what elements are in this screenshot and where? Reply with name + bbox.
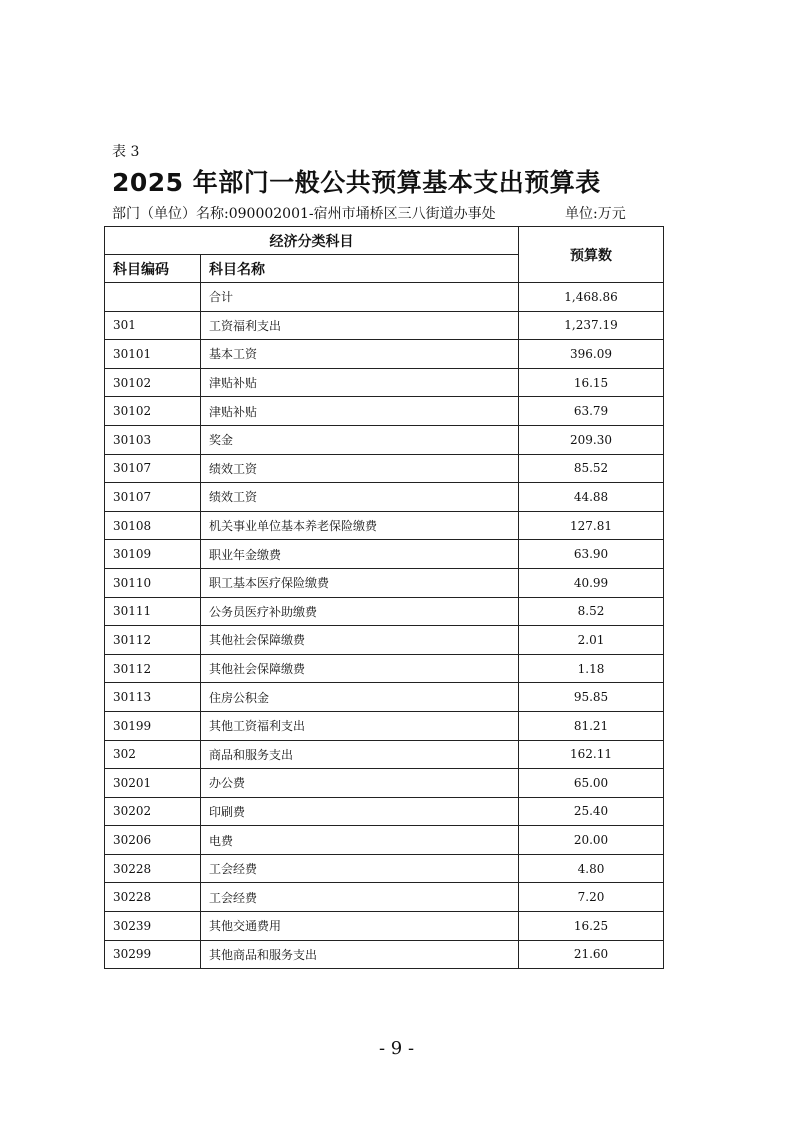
cell-subject-code: 30107 bbox=[105, 454, 201, 483]
cell-subject-name: 津贴补贴 bbox=[201, 397, 519, 426]
cell-budget-amount: 1,468.86 bbox=[519, 283, 664, 312]
cell-budget-amount: 21.60 bbox=[519, 940, 664, 969]
page-number: - 9 - bbox=[378, 1038, 415, 1059]
cell-subject-code bbox=[105, 283, 201, 312]
cell-subject-code: 30103 bbox=[105, 425, 201, 454]
table-row bbox=[105, 740, 664, 769]
cell-budget-amount: 4.80 bbox=[519, 854, 664, 883]
cell-budget-amount: 1.18 bbox=[519, 654, 664, 683]
cell-budget-amount: 16.15 bbox=[519, 368, 664, 397]
cell-subject-name: 工资福利支出 bbox=[201, 311, 519, 340]
cell-subject-name: 基本工资 bbox=[201, 340, 519, 369]
cell-subject-code: 30206 bbox=[105, 826, 201, 855]
cell-subject-name: 奖金 bbox=[201, 425, 519, 454]
cell-budget-amount: 81.21 bbox=[519, 711, 664, 740]
table-row bbox=[105, 511, 664, 540]
budget-table bbox=[104, 226, 664, 969]
table-label: 表 3 bbox=[112, 144, 140, 160]
cell-budget-amount: 44.88 bbox=[519, 483, 664, 512]
cell-subject-code: 30299 bbox=[105, 940, 201, 969]
cell-subject-name: 其他工资福利支出 bbox=[201, 711, 519, 740]
cell-subject-name: 商品和服务支出 bbox=[201, 740, 519, 769]
table-row bbox=[105, 626, 664, 655]
cell-subject-name: 印刷费 bbox=[201, 797, 519, 826]
table-row bbox=[105, 454, 664, 483]
table-row bbox=[105, 397, 664, 426]
cell-subject-code: 302 bbox=[105, 740, 201, 769]
table-row bbox=[105, 769, 664, 798]
table-row bbox=[105, 654, 664, 683]
cell-budget-amount: 2.01 bbox=[519, 626, 664, 655]
cell-subject-code: 30201 bbox=[105, 769, 201, 798]
header-subject-name: 科目名称 bbox=[201, 255, 519, 283]
cell-subject-name: 工会经费 bbox=[201, 854, 519, 883]
table-row bbox=[105, 483, 664, 512]
cell-budget-amount: 7.20 bbox=[519, 883, 664, 912]
cell-subject-name: 办公费 bbox=[201, 769, 519, 798]
department-name: 部门（单位）名称:090002001-宿州市埇桥区三八街道办事处 bbox=[112, 206, 496, 222]
document-title: 2025 年部门一般公共预算基本支出预算表 bbox=[112, 168, 601, 197]
cell-subject-code: 30111 bbox=[105, 597, 201, 626]
cell-subject-name: 其他商品和服务支出 bbox=[201, 940, 519, 969]
table-row bbox=[105, 940, 664, 969]
cell-subject-code: 301 bbox=[105, 311, 201, 340]
cell-subject-code: 30202 bbox=[105, 797, 201, 826]
cell-subject-name: 住房公积金 bbox=[201, 683, 519, 712]
cell-subject-name: 公务员医疗补助缴费 bbox=[201, 597, 519, 626]
cell-subject-name: 职业年金缴费 bbox=[201, 540, 519, 569]
table-row bbox=[105, 797, 664, 826]
cell-subject-code: 30228 bbox=[105, 883, 201, 912]
table-row bbox=[105, 883, 664, 912]
cell-subject-name: 机关事业单位基本养老保险缴费 bbox=[201, 511, 519, 540]
table-header bbox=[105, 227, 664, 283]
table-row bbox=[105, 425, 664, 454]
table-row bbox=[105, 683, 664, 712]
cell-subject-code: 30102 bbox=[105, 368, 201, 397]
header-economic-category: 经济分类科目 bbox=[105, 227, 519, 255]
cell-budget-amount: 127.81 bbox=[519, 511, 664, 540]
cell-subject-code: 30109 bbox=[105, 540, 201, 569]
cell-budget-amount: 85.52 bbox=[519, 454, 664, 483]
cell-budget-amount: 40.99 bbox=[519, 568, 664, 597]
table-row bbox=[105, 568, 664, 597]
cell-subject-code: 30199 bbox=[105, 711, 201, 740]
table-row bbox=[105, 826, 664, 855]
cell-budget-amount: 16.25 bbox=[519, 912, 664, 941]
cell-budget-amount: 162.11 bbox=[519, 740, 664, 769]
cell-subject-code: 30102 bbox=[105, 397, 201, 426]
table-row bbox=[105, 340, 664, 369]
cell-budget-amount: 63.90 bbox=[519, 540, 664, 569]
cell-subject-name: 电费 bbox=[201, 826, 519, 855]
cell-subject-name: 津贴补贴 bbox=[201, 368, 519, 397]
cell-subject-name: 其他社会保障缴费 bbox=[201, 654, 519, 683]
table-row bbox=[105, 283, 664, 312]
cell-subject-name: 其他社会保障缴费 bbox=[201, 626, 519, 655]
cell-subject-name: 其他交通费用 bbox=[201, 912, 519, 941]
table-row bbox=[105, 854, 664, 883]
cell-budget-amount: 8.52 bbox=[519, 597, 664, 626]
cell-subject-name: 工会经费 bbox=[201, 883, 519, 912]
cell-subject-name: 职工基本医疗保险缴费 bbox=[201, 568, 519, 597]
cell-budget-amount: 209.30 bbox=[519, 425, 664, 454]
table-row bbox=[105, 368, 664, 397]
cell-budget-amount: 1,237.19 bbox=[519, 311, 664, 340]
cell-subject-code: 30107 bbox=[105, 483, 201, 512]
cell-subject-code: 30110 bbox=[105, 568, 201, 597]
table-row bbox=[105, 311, 664, 340]
cell-subject-name: 绩效工资 bbox=[201, 454, 519, 483]
table-body bbox=[105, 283, 664, 969]
cell-budget-amount: 95.85 bbox=[519, 683, 664, 712]
cell-subject-name: 合计 bbox=[201, 283, 519, 312]
cell-subject-code: 30239 bbox=[105, 912, 201, 941]
table-row bbox=[105, 912, 664, 941]
cell-subject-code: 30108 bbox=[105, 511, 201, 540]
header-subject-code: 科目编码 bbox=[105, 255, 201, 283]
cell-budget-amount: 396.09 bbox=[519, 340, 664, 369]
cell-subject-code: 30112 bbox=[105, 654, 201, 683]
cell-subject-code: 30112 bbox=[105, 626, 201, 655]
cell-budget-amount: 25.40 bbox=[519, 797, 664, 826]
unit-label: 单位:万元 bbox=[565, 206, 626, 222]
table-row bbox=[105, 711, 664, 740]
cell-subject-code: 30113 bbox=[105, 683, 201, 712]
header-budget-amount: 预算数 bbox=[519, 227, 664, 283]
cell-subject-name: 绩效工资 bbox=[201, 483, 519, 512]
table-row bbox=[105, 597, 664, 626]
cell-subject-code: 30228 bbox=[105, 854, 201, 883]
cell-subject-code: 30101 bbox=[105, 340, 201, 369]
table-row bbox=[105, 540, 664, 569]
cell-budget-amount: 20.00 bbox=[519, 826, 664, 855]
cell-budget-amount: 63.79 bbox=[519, 397, 664, 426]
cell-budget-amount: 65.00 bbox=[519, 769, 664, 798]
